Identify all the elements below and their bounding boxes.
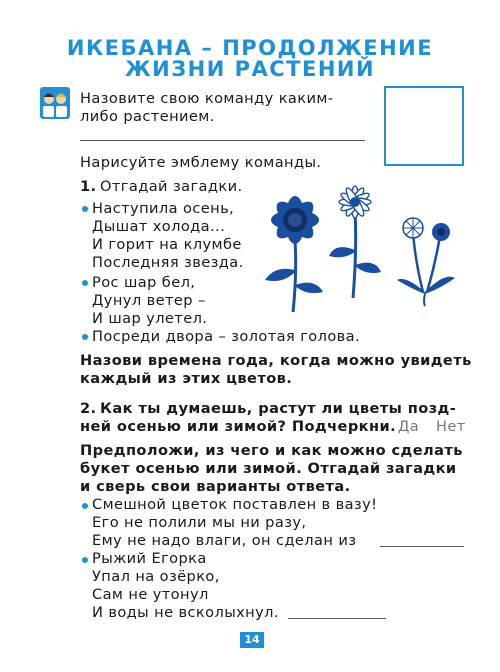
task2-number: 2. (80, 400, 97, 417)
task2-riddle1-line3: Ему не надо влаги, он сделан из (92, 532, 357, 549)
bullet-icon (82, 206, 88, 212)
aster-flower-illustration (329, 186, 381, 298)
riddle2-line2: Дунул ветер – (92, 292, 206, 309)
task1-question-line2: каждый из этих цветов. (80, 370, 293, 387)
task2-riddle2-line2: Упал на озёрко, (92, 568, 220, 585)
answer-no[interactable]: Нет (436, 418, 466, 435)
task1-number: 1. (80, 178, 97, 195)
riddle1-line3: И горит на клумбе (92, 236, 242, 253)
page-title-line2: ЖИЗНИ РАСТЕНИЙ (124, 57, 376, 81)
riddle2-line1: Рос шар бел, (92, 274, 196, 291)
task1-question-line1: Назови времена года, когда можно увидеть (80, 352, 472, 369)
emblem-task: Нарисуйте эмблему команды. (80, 154, 322, 171)
task2-para-line3: и сверь свои варианты ответа. (80, 478, 351, 495)
page-title-line1: ИКЕБАНА – ПРОДОЛЖЕНИЕ (66, 36, 434, 60)
emblem-drawing-box[interactable] (384, 86, 464, 166)
riddle1-answer-line[interactable] (380, 546, 464, 547)
bullet-icon (82, 280, 88, 286)
riddle2-answer-line[interactable] (288, 618, 386, 619)
task2-riddle1-line2: Его не полили мы ни разу, (92, 514, 307, 531)
task2-para-line2: букет осенью или зимой. Отгадай загадки (80, 460, 457, 477)
task2-para-line1: Предположи, из чего и как можно сделать (80, 442, 463, 459)
dandelion-illustration (397, 218, 455, 306)
team-task-line2: либо растением. (80, 108, 215, 125)
team-task-line1: Назовите свою команду каким- (80, 90, 334, 107)
task2-line1: Как ты думаешь, растут ли цветы позд- (100, 400, 457, 417)
sunflower-illustration (265, 196, 323, 312)
answer-yes[interactable]: Да (398, 418, 420, 435)
task2-line2: ней осенью или зимой? Подчеркни. (80, 418, 397, 435)
task2-riddle2-line4: И воды не всколыхнул. (92, 604, 279, 621)
riddle1-line1: Наступила осень, (92, 200, 235, 217)
riddle3-text: Посреди двора – золотая голова. (92, 328, 361, 345)
bullet-icon (82, 503, 88, 509)
task2-riddle1-line1: Смешной цветок поставлен в вазу! (92, 496, 378, 513)
page-number: 14 (240, 632, 264, 648)
task2-riddle2-line3: Сам не утонул (92, 586, 209, 603)
bullet-icon (82, 557, 88, 563)
team-name-answer-line[interactable] (80, 140, 365, 141)
bullet-icon (82, 334, 88, 340)
task2-riddle2-line1: Рыжий Егорка (92, 550, 207, 567)
team-discussion-icon (40, 87, 66, 117)
riddle1-line2: Дышат холода... (92, 218, 226, 235)
riddle1-line4: Последняя звезда. (92, 254, 244, 271)
riddle2-line3: И шар улетел. (92, 310, 208, 327)
task1-heading: Отгадай загадки. (100, 178, 243, 195)
flowers-illustration (255, 180, 475, 315)
